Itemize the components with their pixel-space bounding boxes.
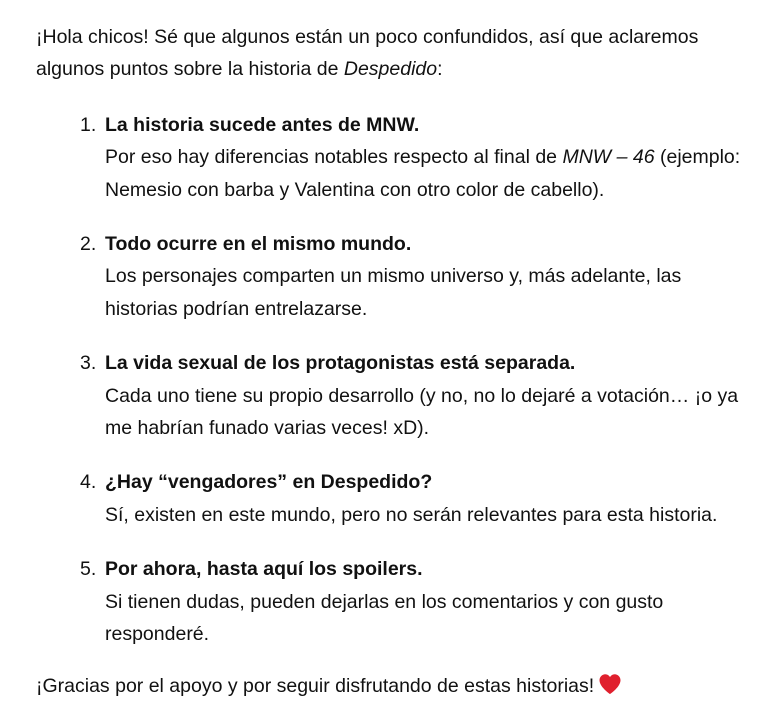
item-heading: ¿Hay “vengadores” en Despedido? — [105, 471, 433, 494]
item-text: Si tienen dudas, pueden dejarlas en los comentarios y con gusto responderé. — [105, 590, 664, 646]
list-item — [80, 228, 758, 325]
item-number: 5. — [80, 558, 97, 581]
item-text: Por eso hay diferencias notables respecto al final de — [105, 146, 563, 169]
item-text: Cada uno tiene su propio desarrollo (y no, no lo dejaré a votación… ¡o ya me habrían funado varias veces! xD). — [105, 384, 739, 440]
closing-paragraph — [36, 670, 758, 705]
story-title: Despedido — [343, 58, 438, 81]
item-heading: La historia sucede antes de MNW. — [105, 113, 420, 136]
intro-text: ¡Hola chicos! Sé que algunos están un poco confundidos, así que aclaremos algunos puntos sobre la historia de — [36, 26, 699, 81]
item-number: 2. — [80, 233, 97, 256]
heart-icon — [598, 673, 622, 705]
intro-colon: : — [437, 58, 443, 81]
list-item — [80, 466, 758, 531]
item-text: Los personajes comparten un mismo universo y, más adelante, las historias podrían entrelazarse. — [105, 265, 682, 320]
list-item — [80, 347, 758, 444]
closing-text: ¡Gracias por el apoyo y por seguir disfrutando de estas historias! — [36, 674, 595, 697]
item-heading: Todo ocurre en el mismo mundo. — [105, 233, 412, 256]
item-text: Sí, existen en este mundo, pero no serán relevantes para esta historia. — [105, 503, 718, 526]
item-number: 3. — [80, 352, 97, 375]
list-item — [80, 553, 758, 650]
item-number: 4. — [80, 471, 97, 494]
item-number: 1. — [80, 113, 97, 136]
item-text-continued: (ejemplo: Nemesio con barba y Valentina con otro color de cabello). — [105, 146, 741, 201]
item-heading: Por ahora, hasta aquí los spoilers. — [105, 558, 423, 581]
list-item — [80, 109, 758, 206]
clarifications-list — [36, 109, 758, 651]
intro-paragraph — [36, 21, 736, 86]
item-italic-reference: MNW – 46 — [562, 146, 655, 169]
item-heading: La vida sexual de los protagonistas está separada. — [105, 352, 576, 375]
